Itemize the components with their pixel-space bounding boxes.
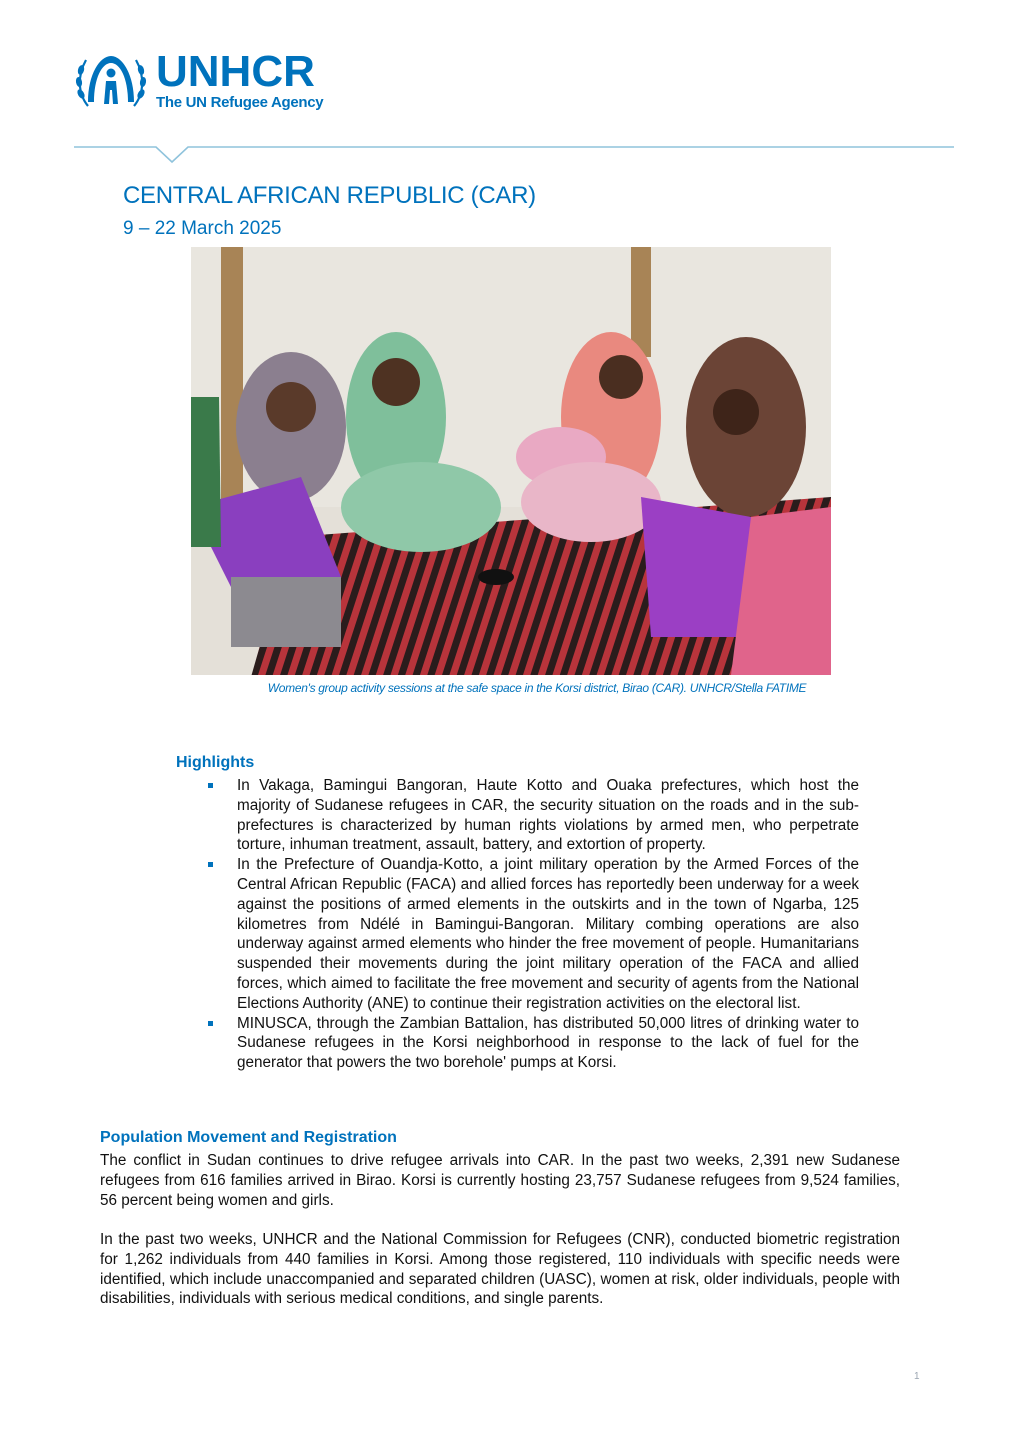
population-heading: Population Movement and Registration — [100, 1129, 397, 1146]
population-paragraph: The conflict in Sudan continues to drive refugee arrivals into CAR. In the past two weeks, 2,391 new Sudanese refugees from 616 families arrived in Birao. Korsi is currently hosting 23,757 Sudanese refugees from 9,524 families, 56 percent being women and girls. — [100, 1152, 900, 1209]
highlight-text: In Vakaga, Bamingui Bangoran, Haute Kotto and Ouaka prefectures, which host the majority of Sudanese refugees in CAR, the security situation on the roads and in the sub-prefectures is characterized by human rights violations by armed men, who perpetrate torture, inhuman treatment, assault, battery, and extortion of property. — [237, 777, 859, 854]
bullet-square-icon — [208, 783, 213, 788]
bullet-square-icon — [208, 862, 213, 867]
registration-paragraph: In the past two weeks, UNHCR and the National Commission for Refugees (CNR), conducted biometric registration for 1,262 individuals from 440 families in Korsi. Among those registered, 110 individuals with specific needs were identified, which include unaccompanied and separated children (UASC), women at risk, older individuals, people with disabilities, individuals with serious medical conditions, and single parents. — [100, 1231, 900, 1308]
page-number: 1 — [914, 1371, 920, 1382]
highlights-heading: Highlights — [176, 754, 255, 771]
photo-caption: Women's group activity sessions at the safe space in the Korsi district, Birao (CAR). UNHCR/Stella FATIME — [267, 681, 807, 695]
list-item — [205, 776, 859, 855]
page-title: CENTRAL AFRICAN REPUBLIC (CAR) — [123, 182, 536, 209]
unhcr-emblem-icon — [74, 48, 148, 114]
cover-photo — [191, 247, 831, 675]
highlight-text: In the Prefecture of Ouandja-Kotto, a joint military operation by the Armed Forces of the Central African Republic (FACA) and allied forces has reportedly been underway for a week against the positions of armed elements in the outskirts and in the town of Ngarba, 125 kilometres from Ndélé in Bamingui-Bangoran. Military combing operations are also underway against armed elements who hinder the free movement of people. Humanitarians suspended their movements during the joint military operation of the FACA and allied forces, which aimed to facilitate the free movement and security of agents from the National Elections Authority (ANE) to continue their registration activities on the electoral list. — [237, 856, 859, 1012]
highlights-list — [205, 776, 859, 1073]
bullet-square-icon — [208, 1021, 213, 1026]
report-date: 9 – 22 March 2025 — [123, 218, 282, 239]
women-group-photo — [191, 247, 831, 675]
org-tagline: The UN Refugee Agency — [156, 93, 324, 111]
header-divider — [74, 140, 954, 164]
list-item — [205, 1014, 859, 1073]
highlight-text: MINUSCA, through the Zambian Battalion, has distributed 50,000 litres of drinking water to Sudanese refugees in the Korsi neighborhood in response to the lack of fuel for the generator that powers the two borehole' pumps at Korsi. — [237, 1014, 859, 1072]
unhcr-logo — [74, 48, 323, 114]
org-name: UNHCR — [156, 46, 315, 96]
list-item — [205, 855, 859, 1013]
